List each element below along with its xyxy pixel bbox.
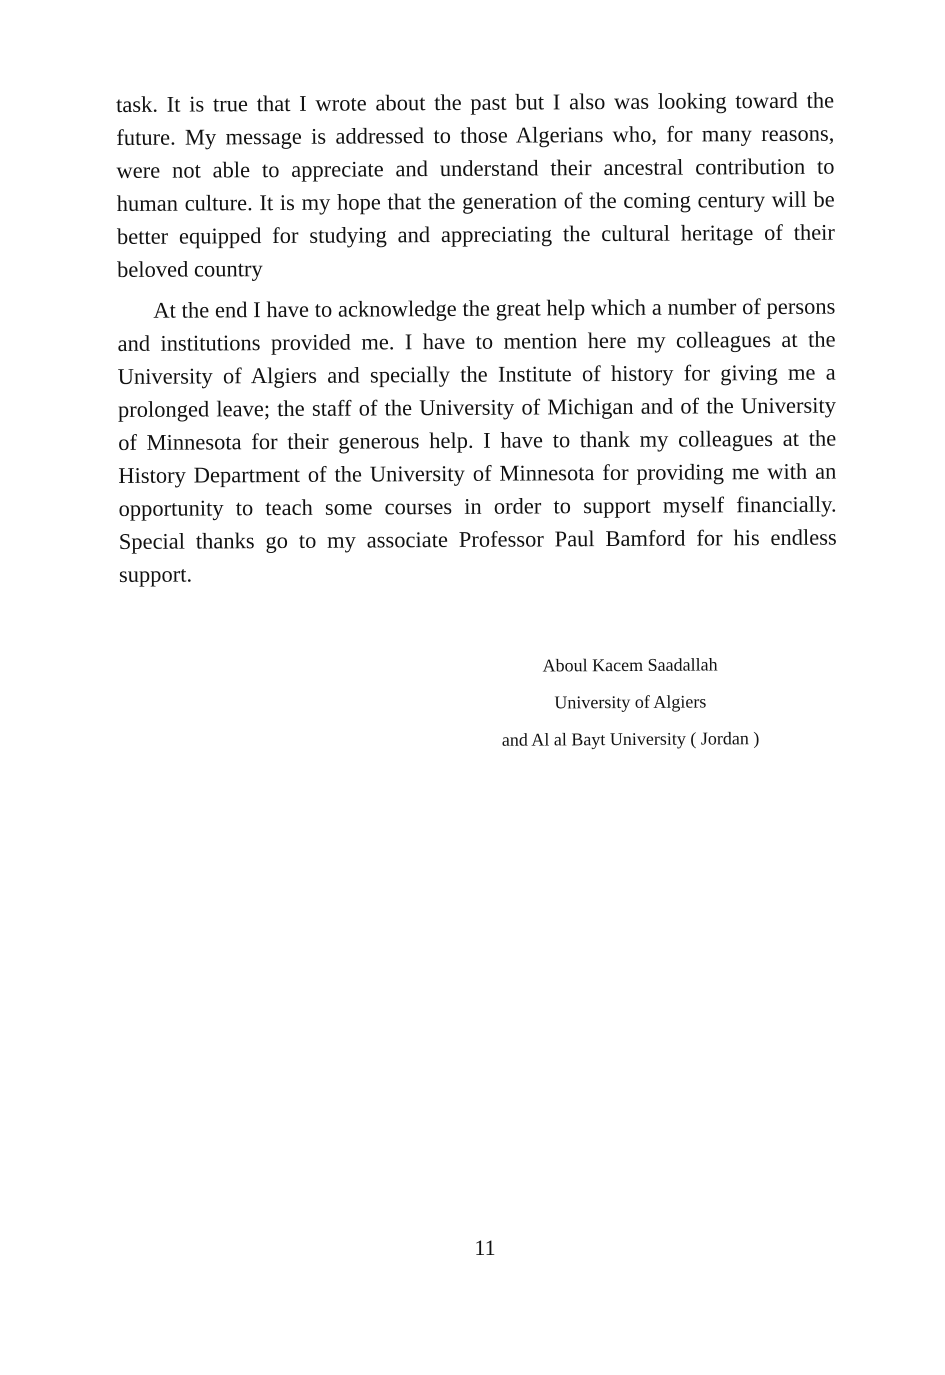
signature-block [460,646,801,759]
author-name: Aboul Kacem Saadallah [542,654,718,676]
page-number: 11 [474,1235,496,1260]
paragraph-2: At the end I have to acknowledge the great help which a number of persons and institutions provided me. I have to mention here my colleagues at the University of Algiers and specially the Institute of history for giving me a prolonged leave; the staff of the University of Michigan and of the University of Minnesota for their generous help. I have to thank my colleagues at the History Department of the University of Minnesota for providing me with an opportunity to teach some courses in order to support myself financially. Special thanks go to my associate Professor Paul Bamford for his endless support. [117,293,837,587]
body-text [116,84,837,591]
author-affiliation-2: and Al al Bayt University ( Jordan ) [501,728,760,750]
paragraph-1: task. It is true that I wrote about the past but I also was looking toward the future. My message is addressed to those Algerians who, for many reasons, were not able to appreciate and understand their ancestral contribution to human culture. It is my hope that the generation of the coming century will be better equipped for studying and appreciating the cultural heritage of their beloved country [116,87,835,282]
author-affiliation-1: University of Algiers [554,691,707,713]
